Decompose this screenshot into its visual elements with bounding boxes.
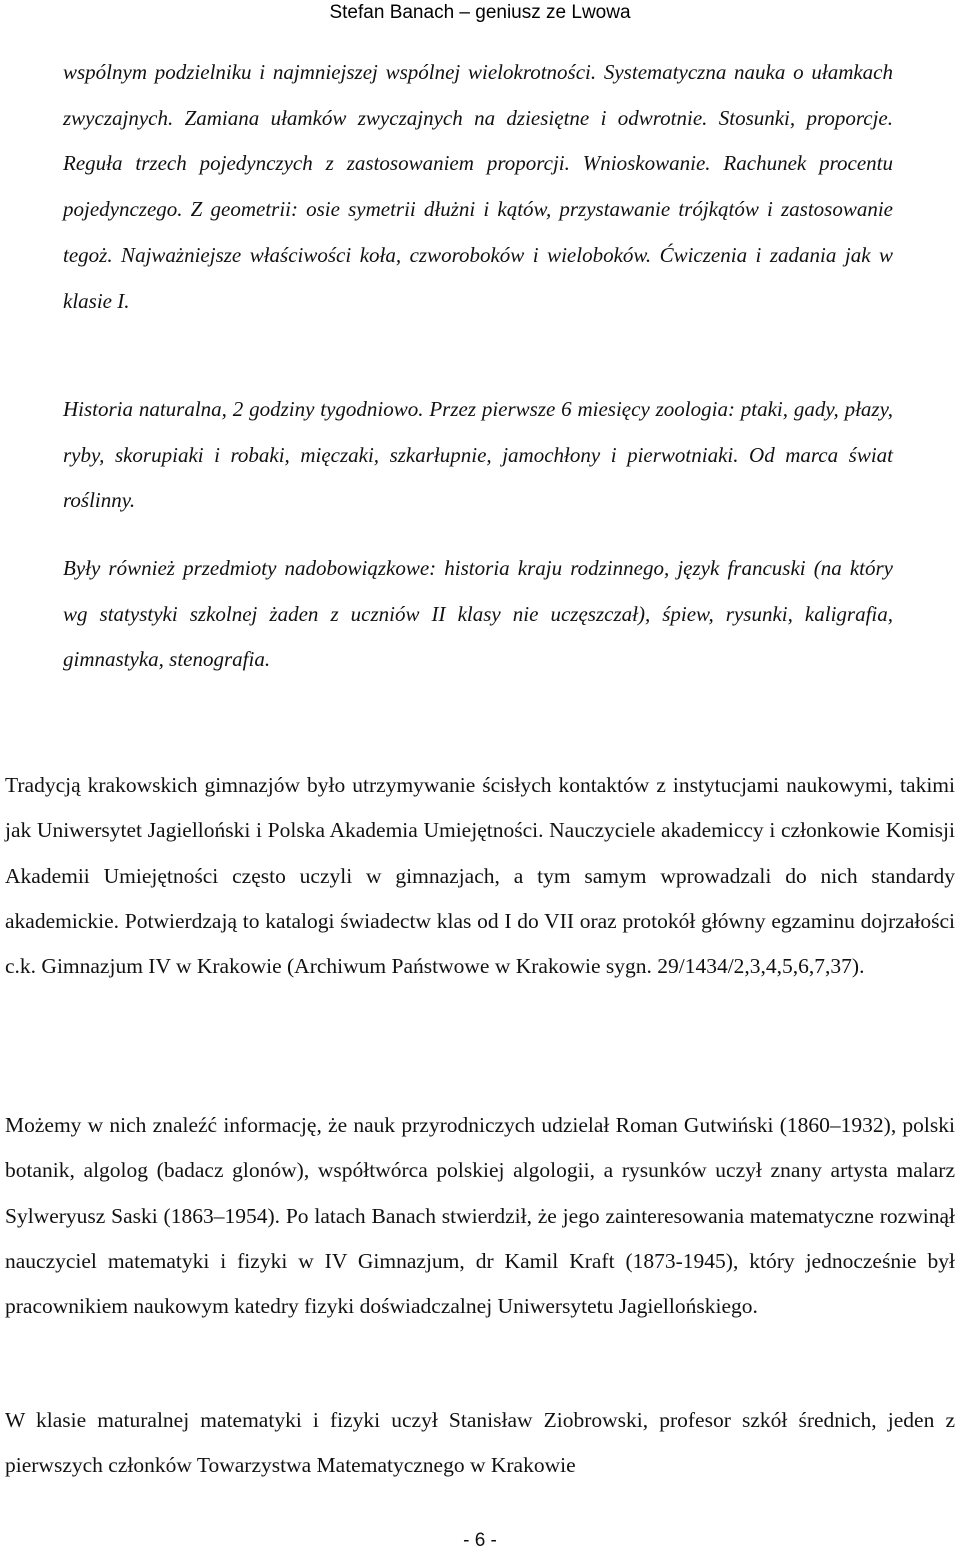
body-paragraph-final-class: W klasie maturalnej matematyki i fizyki uczył Stanisław Ziobrowski, profesor szkół średnich, jeden z pierwszych członków Towarzystwa Matematycznego w Krakowie <box>5 1408 955 1477</box>
page-header <box>0 0 960 30</box>
quote-paragraph-natural-history: Historia naturalna, 2 godziny tygodniowo. Przez pierwsze 6 miesięcy zoologia: ptaki, gady, płazy, ryby, skorupiaki i robaki, mięczaki, szkarłupnie, jamochłony i pierwotniaki. Od marca świat roślinny. <box>63 397 893 512</box>
quote-paragraph-optional-subjects: Były również przedmioty nadobowiązkowe: historia kraju rodzinnego, język francuski (na który wg statystyki szkolnej żaden z uczniów II klasy nie uczęszczał), śpiew, rysunki, kaligrafia, gimnastyka, stenografia. <box>63 556 893 671</box>
page-footer <box>0 1529 960 1553</box>
body-paragraph-teachers: Możemy w nich znaleźć informację, że nauk przyrodniczych udzielał Roman Gutwiński (1860–1932), polski botanik, algolog (badacz glonów), współtwórca polskiej algologii, a rysunków uczył znany artysta malarz Sylweryusz Saski (1863–1954). Po latach Banach stwierdził, że jego zainteresowania matematyczne rozwinął nauczyciel matematyki i fizyki w IV Gimnazjum, dr Kamil Kraft (1873-1945), który jednocześnie był pracownikiem naukowym katedry fizyki doświadczalnej Uniwersytetu Jagiellońskiego. <box>5 1113 955 1319</box>
page-number: - 6 - <box>463 1530 497 1551</box>
quote-paragraph-curriculum: wspólnym podzielniku i najmniejszej wspólnej wielokrotności. Systematyczna nauka o ułamkach zwyczajnych. Zamiana ułamków zwyczajnych na dziesiętne i odwrotnie. Stosunki, proporcje. Reguła trzech pojedynczych z zastosowaniem proporcji. Wnioskowanie. Rachunek procentu pojedynczego. Z geometrii: osie symetrii dłużni i kątów, przystawanie trójkątów i zastosowanie tegoż. Najważniejsze właściwości koła, czworoboków i wieloboków. Ćwiczenia i zadania jak w klasie I. <box>63 60 893 313</box>
header-title: Stefan Banach – geniusz ze Lwowa <box>329 2 631 23</box>
body-paragraph-traditions: Tradycją krakowskich gimnazjów było utrzymywanie ścisłych kontaktów z instytucjami naukowymi, takimi jak Uniwersytet Jagielloński i Polska Akademia Umiejętności. Nauczyciele akademiccy i członkowie Komisji Akademii Umiejętności często uczyli w gimnazjach, a tym samym wprowadzali do nich standardy akademickie. Potwierdzają to katalogi świadectw klas od I do VII oraz protokół główny egzaminu dojrzałości c.k. Gimnazjum IV w Krakowie (Archiwum Państwowe w Krakowie sygn. 29/1434/2,3,4,5,6,7,37). <box>5 773 955 979</box>
